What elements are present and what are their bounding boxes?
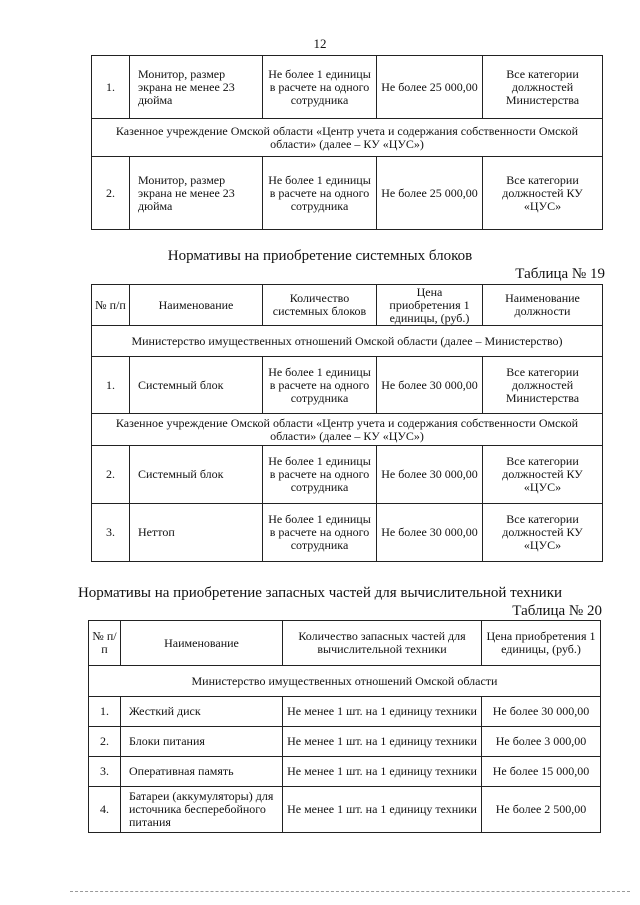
row-number: 1. <box>92 56 130 119</box>
header-price: Цена приобретения 1 единицы, (руб.) <box>377 285 483 326</box>
item-quantity: Не менее 1 шт. на 1 единицу техники <box>283 787 482 833</box>
header-name: Наименование <box>130 285 263 326</box>
monitors-table <box>91 55 603 230</box>
section19-title: Нормативы на приобретение системных блоков <box>167 248 473 264</box>
section-row <box>92 326 603 357</box>
section-row <box>92 119 603 157</box>
item-price: Не более 30 000,00 <box>377 357 483 414</box>
section20-title: Нормативы на приобретение запасных частей для вычислительной техники <box>77 585 563 601</box>
item-position: Все категории должностей Министерства <box>483 56 603 119</box>
header-name: Наименование <box>121 621 283 666</box>
item-name: Блоки питания <box>121 727 283 757</box>
table-row <box>92 357 603 414</box>
header-position: Наименование должности <box>483 285 603 326</box>
item-quantity: Не более 1 единицы в расчете на одного сотрудника <box>263 357 377 414</box>
table-row <box>89 787 601 833</box>
item-quantity: Не более 1 единицы в расчете на одного сотрудника <box>263 56 377 119</box>
header-number: № п/п <box>89 621 121 666</box>
row-number: 1. <box>89 697 121 727</box>
header-row <box>92 285 603 326</box>
item-position: Все категории должностей Министерства <box>483 357 603 414</box>
system-units-table <box>91 284 603 562</box>
item-name: Монитор, размер экрана не менее 23 дюйма <box>130 157 263 230</box>
header-quantity: Количество системных блоков <box>263 285 377 326</box>
row-number: 1. <box>92 357 130 414</box>
header-row <box>89 621 601 666</box>
item-quantity: Не менее 1 шт. на 1 единицу техники <box>283 757 482 787</box>
table-row <box>89 727 601 757</box>
item-name: Жесткий диск <box>121 697 283 727</box>
table-row <box>89 697 601 727</box>
item-quantity: Не более 1 единицы в расчете на одного сотрудника <box>263 157 377 230</box>
spare-parts-table <box>88 620 601 833</box>
item-name: Системный блок <box>130 446 263 504</box>
header-price: Цена приобретения 1 единицы, (руб.) <box>482 621 601 666</box>
item-price: Не более 15 000,00 <box>482 757 601 787</box>
item-name: Батареи (аккумуляторы) для источника бесперебойного питания <box>121 787 283 833</box>
item-price: Не более 2 500,00 <box>482 787 601 833</box>
item-price: Не более 3 000,00 <box>482 727 601 757</box>
section-row <box>92 414 603 446</box>
item-name: Монитор, размер экрана не менее 23 дюйма <box>130 56 263 119</box>
item-name: Оперативная память <box>121 757 283 787</box>
scan-edge-divider <box>70 891 630 892</box>
item-quantity: Не более 1 единицы в расчете на одного сотрудника <box>263 446 377 504</box>
row-number: 3. <box>92 504 130 562</box>
section-title: Казенное учреждение Омской области «Центр учета и содержания собственности Омской области» (далее – КУ «ЦУС») <box>92 119 603 157</box>
table-row <box>92 157 603 230</box>
item-price: Не более 30 000,00 <box>377 504 483 562</box>
row-number: 2. <box>92 157 130 230</box>
item-position: Все категории должностей КУ «ЦУС» <box>483 157 603 230</box>
row-number: 2. <box>92 446 130 504</box>
section-title: Министерство имущественных отношений Омской области (далее – Министерство) <box>92 326 603 357</box>
item-name: Неттоп <box>130 504 263 562</box>
item-quantity: Не менее 1 шт. на 1 единицу техники <box>283 727 482 757</box>
section-title: Министерство имущественных отношений Омской области <box>89 666 601 697</box>
header-number: № п/п <box>92 285 130 326</box>
page-number: 12 <box>313 36 327 51</box>
row-number: 3. <box>89 757 121 787</box>
item-position: Все категории должностей КУ «ЦУС» <box>483 504 603 562</box>
item-quantity: Не менее 1 шт. на 1 единицу техники <box>283 697 482 727</box>
table-row <box>92 446 603 504</box>
table-row <box>92 56 603 119</box>
table-row <box>92 504 603 562</box>
header-quantity: Количество запасных частей для вычислительной техники <box>283 621 482 666</box>
section-title: Казенное учреждение Омской области «Центр учета и содержания собственности Омской области» (далее – КУ «ЦУС») <box>92 414 603 446</box>
item-price: Не более 30 000,00 <box>482 697 601 727</box>
item-quantity: Не более 1 единицы в расчете на одного сотрудника <box>263 504 377 562</box>
row-number: 4. <box>89 787 121 833</box>
table19-label: Таблица № 19 <box>515 266 605 282</box>
item-price: Не более 25 000,00 <box>377 157 483 230</box>
item-price: Не более 25 000,00 <box>377 56 483 119</box>
section-row <box>89 666 601 697</box>
item-name: Системный блок <box>130 357 263 414</box>
item-price: Не более 30 000,00 <box>377 446 483 504</box>
item-position: Все категории должностей КУ «ЦУС» <box>483 446 603 504</box>
table20-label: Таблица № 20 <box>512 603 602 619</box>
row-number: 2. <box>89 727 121 757</box>
table-row <box>89 757 601 787</box>
